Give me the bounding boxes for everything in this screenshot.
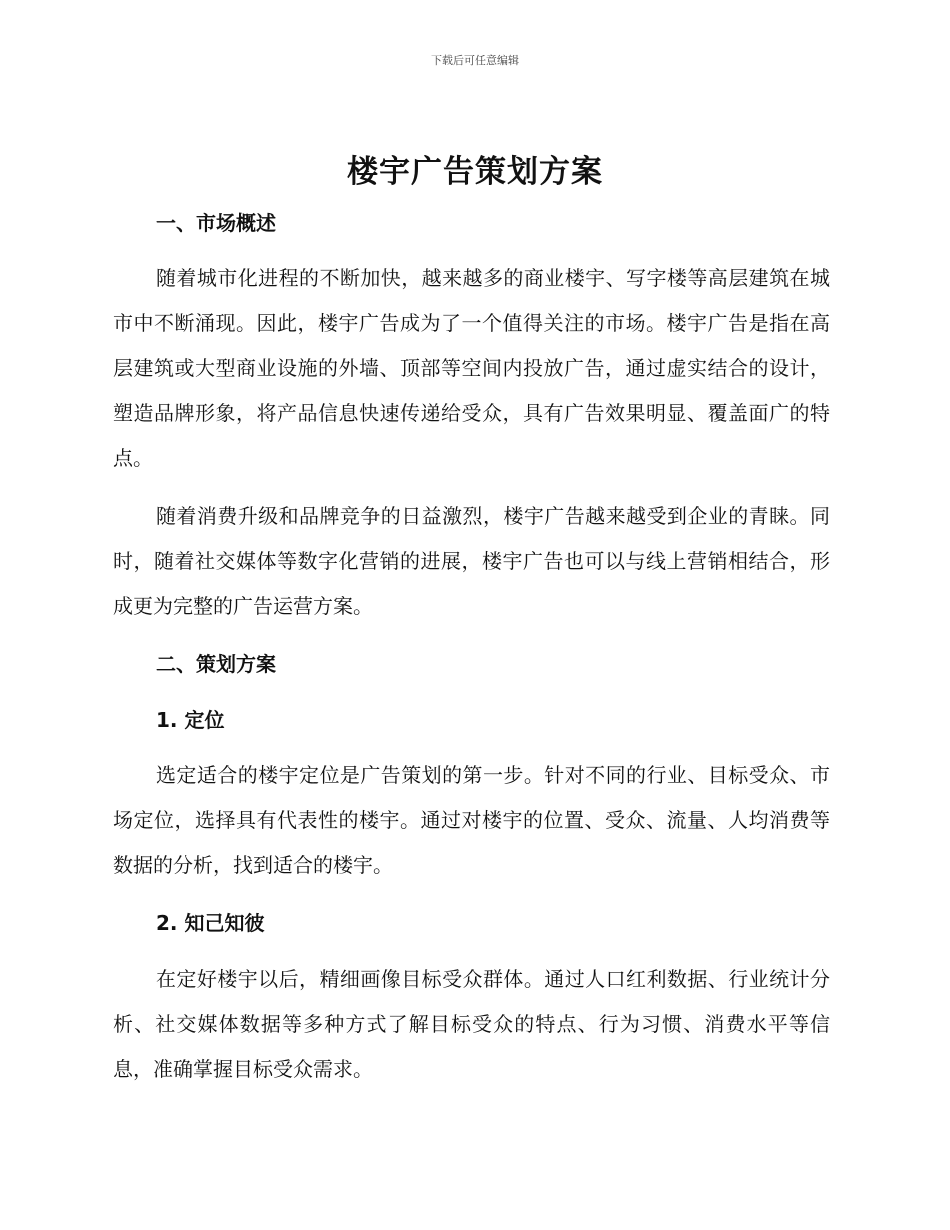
section-heading-plan: 二、策划方案: [156, 652, 276, 676]
subsection-heading-positioning: 1. 定位: [156, 708, 225, 732]
paragraph-market-overview-2: 随着消费升级和品牌竞争的日益激烈，楼宇广告越来越受到企业的青睐。同时，随着社交媒体等数字化营销的进展，楼宇广告也可以与线上营销相结合，形成更为完整的广告运营方案。: [113, 504, 830, 618]
subsection-heading-know-audience: 2. 知己知彼: [156, 911, 265, 935]
page-header-note: 下载后可任意编辑: [431, 54, 519, 67]
paragraph-know-audience: 在定好楼宇以后，精细画像目标受众群体。通过人口红利数据、行业统计分析、社交媒体数据等多种方式了解目标受众的特点、行为习惯、消费水平等信息，准确掌握目标受众需求。: [113, 967, 830, 1081]
paragraph-market-overview-1: 随着城市化进程的不断加快，越来越多的商业楼宇、写字楼等高层建筑在城市中不断涌现。因此，楼宇广告成为了一个值得关注的市场。楼宇广告是指在高层建筑或大型商业设施的外墙、顶部等空间内投放广告，通过虚实结合的设计，塑造品牌形象，将产品信息快速传递给受众，具有广告效果明显、覆盖面广的特点。: [113, 266, 830, 470]
document-title: 楼宇广告策划方案: [347, 154, 603, 190]
document-body: [113, 203, 830, 1092]
section-heading-market-overview: 一、市场概述: [156, 211, 276, 235]
paragraph-positioning: 选定适合的楼宇定位是广告策划的第一步。针对不同的行业、目标受众、市场定位，选择具有代表性的楼宇。通过对楼宇的位置、受众、流量、人均消费等数据的分析，找到适合的楼宇。: [113, 763, 830, 877]
